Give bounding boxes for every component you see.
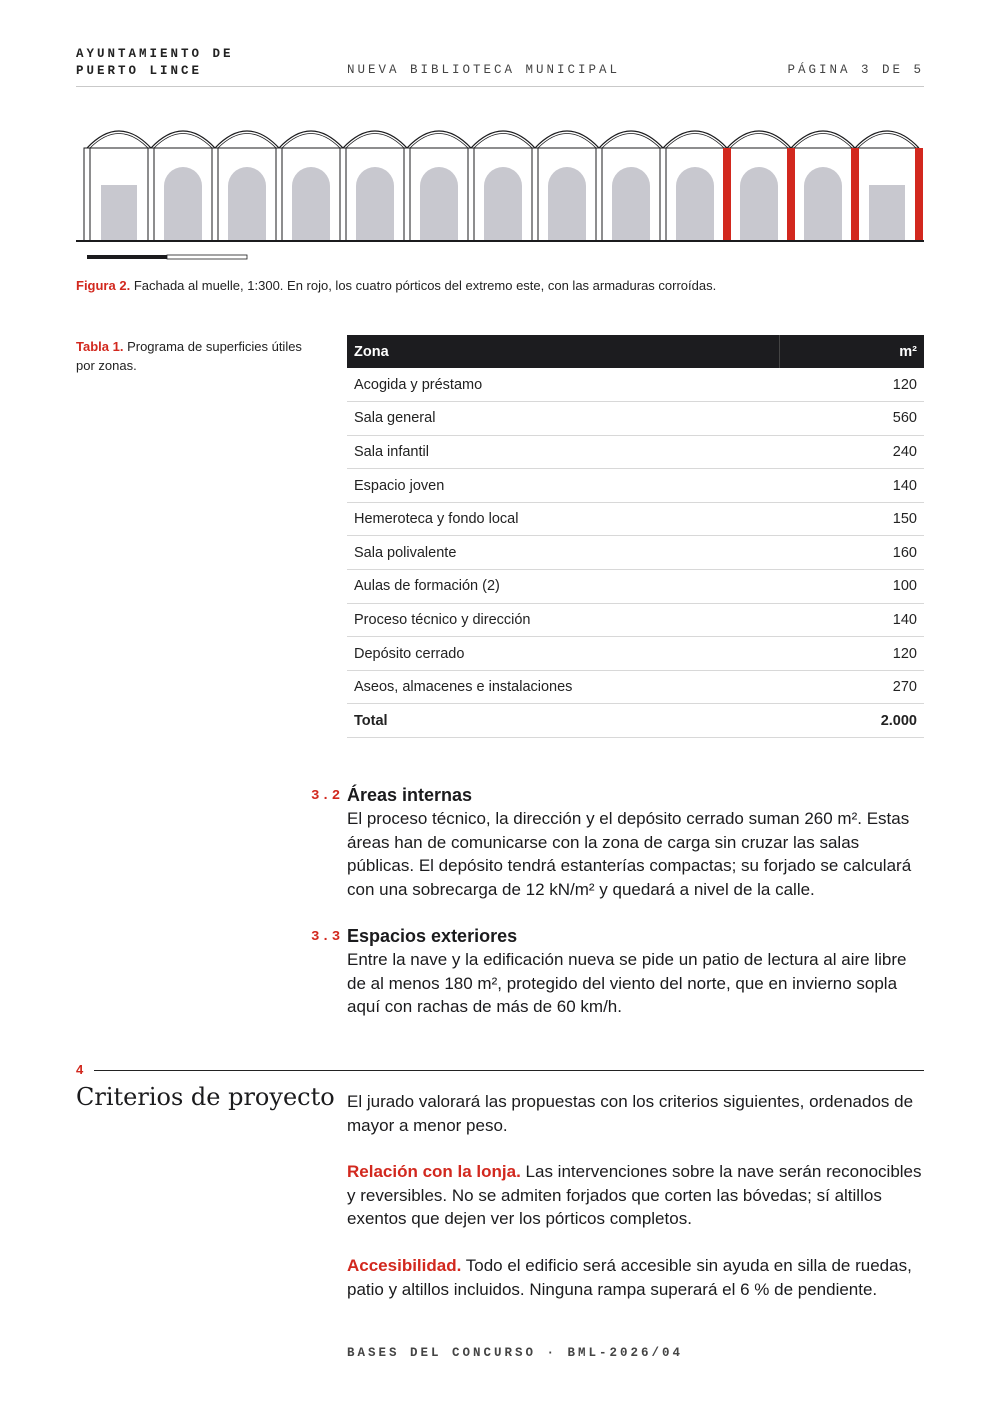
portico-pillar: [212, 148, 218, 241]
chapter-divider: [94, 1070, 924, 1071]
portico-pillar: [404, 148, 410, 241]
criterion-label: Relación con la lonja.: [347, 1162, 521, 1181]
scale-bar-filled: [87, 255, 167, 259]
corroded-portico: [787, 148, 795, 241]
area-program-table: [347, 335, 924, 738]
header-org-line1: AYUNTAMIENTO DE: [76, 47, 234, 61]
criterion-text: Las intervenciones sobre la nave serán reconocibles y reversibles. No se admiten forjados que corten las bóvedas; sí altillos exentos que dejen ver los pórticos completos.: [347, 1162, 922, 1229]
arched-window: [164, 167, 202, 241]
vault-arch-inner: [346, 134, 404, 149]
corroded-portico: [723, 148, 731, 241]
section-number-3-3: 3.3: [311, 929, 343, 945]
figure-caption: [76, 278, 716, 293]
header-page-number: PÁGINA 3 DE 5: [787, 63, 924, 77]
portico-pillar: [84, 148, 90, 241]
scale-bar-empty: [167, 255, 247, 259]
table-caption-label: Tabla 1.: [76, 339, 124, 354]
corroded-portico: [851, 148, 859, 241]
table-row: [347, 502, 924, 536]
table-row: [347, 435, 924, 469]
zone-cell: Sala infantil: [347, 435, 779, 469]
criterion-text: Todo el edificio será accesible sin ayuda en silla de ruedas, patio y altillos incluidos. Ninguna rampa superará el 6 % de pendiente.: [347, 1256, 912, 1299]
table-row: [347, 670, 924, 704]
area-cell: 160: [779, 536, 924, 570]
table-row: [347, 637, 924, 671]
zone-cell: Depósito cerrado: [347, 637, 779, 671]
column-header-area: m²: [779, 335, 924, 368]
corroded-portico: [915, 148, 923, 241]
table-row: [347, 402, 924, 436]
area-cell: 140: [779, 469, 924, 503]
arched-window: [356, 167, 394, 241]
table-caption: [76, 337, 306, 375]
area-cell: 150: [779, 502, 924, 536]
criterion-item: [347, 1160, 927, 1231]
criterion-item: [347, 1254, 927, 1301]
chapter-intro: El jurado valorará las propuestas con los criterios siguientes, ordenados de mayor a menor peso.: [347, 1092, 914, 1135]
zone-cell: Sala polivalente: [347, 536, 779, 570]
area-cell: 100: [779, 570, 924, 604]
portico-pillar: [596, 148, 602, 241]
vault-arch-inner: [730, 134, 788, 149]
vault-arch-inner: [474, 134, 532, 149]
header-organization: [76, 46, 234, 80]
portico-pillar: [340, 148, 346, 241]
section-body-exterior-spaces: Entre la nave y la edificación nueva se pide un patio de lectura al aire libre de al menos 180 m², protegido del viento del norte, que en invierno sopla aquí con rachas de más de 60 km/h.: [347, 950, 907, 1017]
table-row: [347, 603, 924, 637]
vault-arch-inner: [602, 134, 660, 149]
zone-cell: Aseos, almacenes e instalaciones: [347, 670, 779, 704]
vault-arch-inner: [666, 134, 724, 149]
vault-arch-inner: [858, 134, 916, 149]
zone-cell: Proceso técnico y dirección: [347, 603, 779, 637]
total-label-cell: Total: [347, 704, 779, 738]
table-row: [347, 536, 924, 570]
header-org-line2: PUERTO LINCE: [76, 64, 203, 78]
zone-cell: Espacio joven: [347, 469, 779, 503]
header-divider: [76, 86, 924, 87]
column-header-zone: Zona: [347, 335, 779, 368]
vault-arch-inner: [538, 134, 596, 149]
door-opening: [869, 185, 905, 241]
vault-arch-inner: [282, 134, 340, 149]
chapter-title: Criterios de proyecto: [76, 1083, 335, 1111]
area-cell: 560: [779, 402, 924, 436]
portico-pillar: [660, 148, 666, 241]
table-row: [347, 570, 924, 604]
vault-arch-inner: [794, 134, 852, 149]
arched-window: [420, 167, 458, 241]
criterion-label: Accesibilidad.: [347, 1256, 462, 1275]
header-document-title: NUEVA BIBLIOTECA MUNICIPAL: [347, 63, 621, 77]
vault-arch-inner: [90, 134, 148, 149]
arched-window: [548, 167, 586, 241]
table-row: [347, 469, 924, 503]
arched-window: [804, 167, 842, 241]
door-opening: [101, 185, 137, 241]
section-number-3-2: 3.2: [311, 788, 343, 804]
vault-arch-inner: [410, 134, 468, 149]
footer-reference: BASES DEL CONCURSO · BML-2026/04: [347, 1346, 684, 1360]
arched-window: [484, 167, 522, 241]
area-cell: 270: [779, 670, 924, 704]
table-row: [347, 368, 924, 402]
portico-pillar: [532, 148, 538, 241]
vault-arch-inner: [218, 134, 276, 149]
table-header-row: [347, 335, 924, 368]
area-cell: 120: [779, 368, 924, 402]
figure-caption-label: Figura 2.: [76, 278, 131, 293]
zone-cell: Aulas de formación (2): [347, 570, 779, 604]
arched-window: [292, 167, 330, 241]
zone-cell: Sala general: [347, 402, 779, 436]
zone-cell: Hemeroteca y fondo local: [347, 502, 779, 536]
arched-window: [676, 167, 714, 241]
zone-cell: Acogida y préstamo: [347, 368, 779, 402]
total-area-cell: 2.000: [779, 704, 924, 738]
arched-window: [228, 167, 266, 241]
arched-window: [612, 167, 650, 241]
figure-caption-text: Fachada al muelle, 1:300. En rojo, los cuatro pórticos del extremo este, con las armaduras corroídas.: [133, 278, 717, 293]
table-caption-text: Programa de superficies útiles por zonas.: [76, 339, 302, 373]
area-cell: 140: [779, 603, 924, 637]
vault-arch-inner: [154, 134, 212, 149]
section-title-exterior-spaces: Espacios exteriores: [347, 926, 518, 946]
section-body-internal-areas: El proceso técnico, la dirección y el depósito cerrado suman 260 m². Estas áreas han de comunicarse con la zona de carga sin cruzar las salas públicas. El depósito tendrá estanterías compactas; su forjado se calculará con una sobrecarga de 12 kN/m² y quedará a nivel de la calle.: [347, 809, 912, 899]
area-cell: 240: [779, 435, 924, 469]
area-cell: 120: [779, 637, 924, 671]
portico-pillar: [276, 148, 282, 241]
portico-pillar: [468, 148, 474, 241]
section-title-internal-areas: Áreas internas: [347, 785, 473, 805]
portico-pillar: [148, 148, 154, 241]
chapter-number: 4: [76, 1062, 84, 1077]
facade-drawing: [76, 120, 924, 265]
table-total-row: [347, 704, 924, 738]
arched-window: [740, 167, 778, 241]
